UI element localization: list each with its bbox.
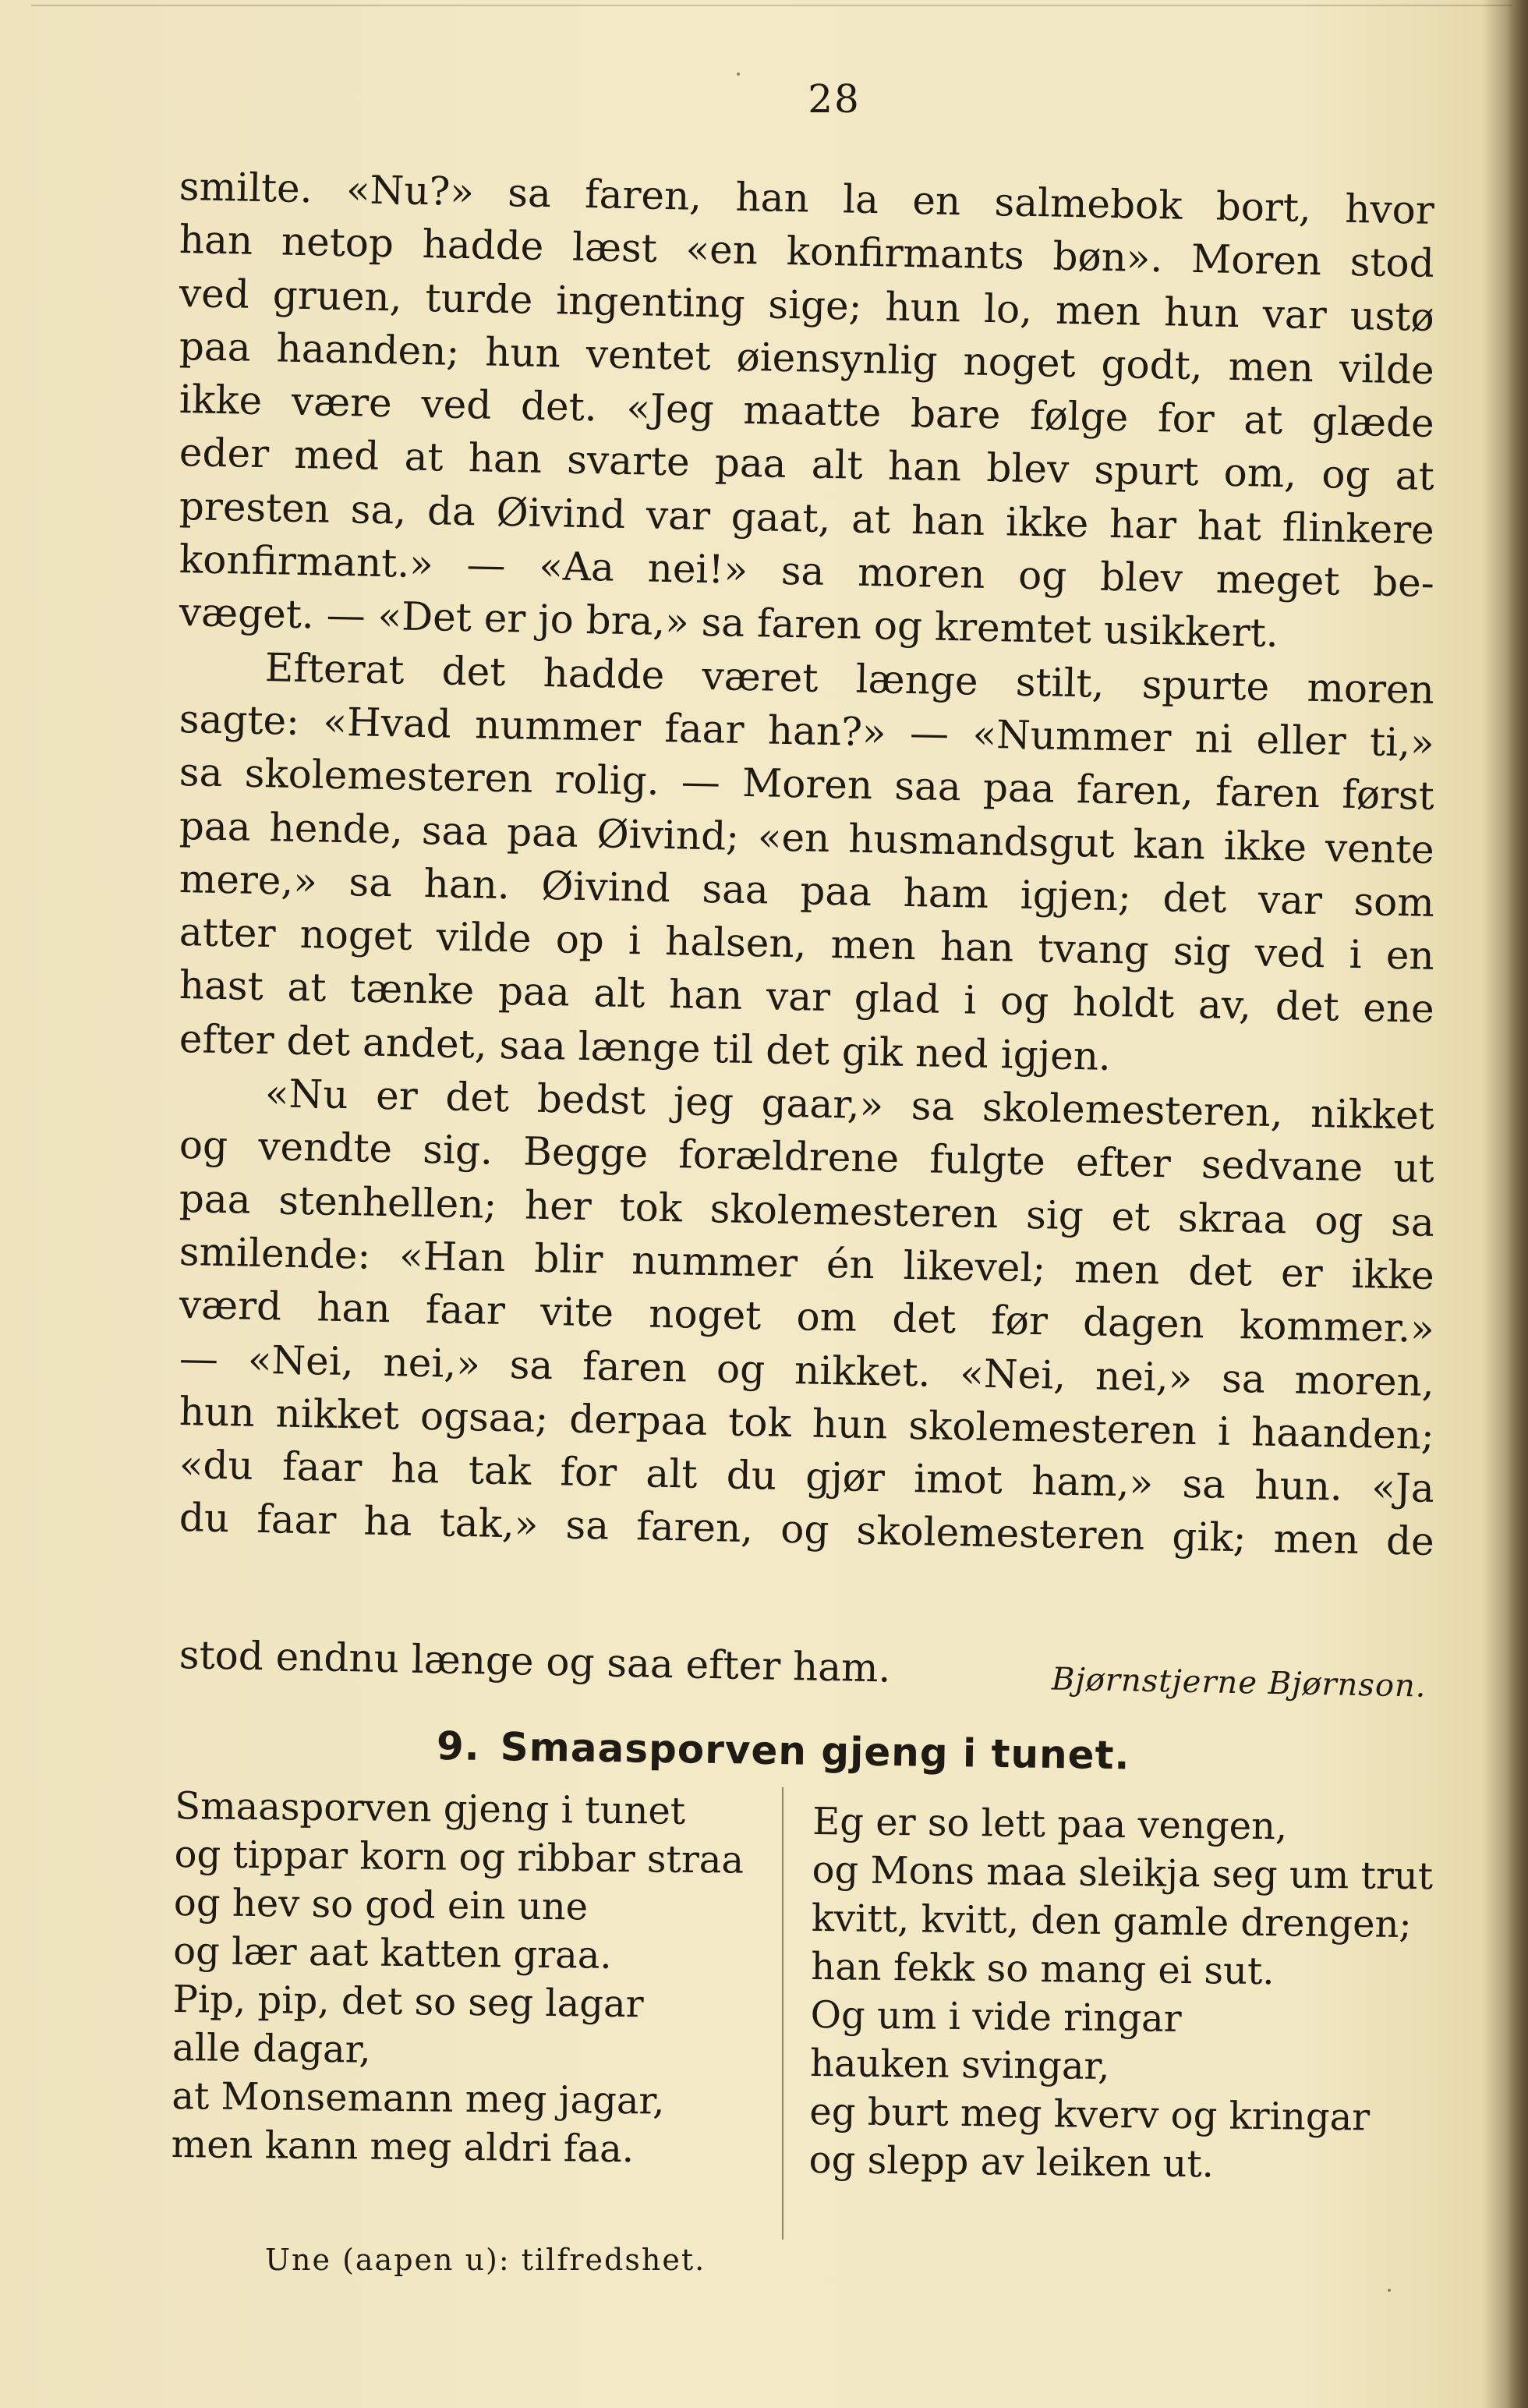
prose-line: ved gruen, turde ingenting sige; hun lo, men hun var ustø [179, 270, 1435, 340]
prose-line: konfirmant.» — «Aa nei!» sa moren og blev meget be- [179, 536, 1435, 606]
footnote: Une (aapen u): tilfredshet. [265, 2243, 706, 2277]
prose-line: og vendte sig. Begge forældrene fulgte efter sedvane ut [179, 1122, 1435, 1192]
poem-title: Smaasporven gjeng i tunet. [500, 1724, 1130, 1779]
prose-line: — «Nei, nei,» sa faren og nikket. «Nei, nei,» sa moren, [179, 1335, 1435, 1405]
prose-line: eder med at han svarte paa alt han blev spurt om, og at [179, 430, 1435, 500]
poem-line: kvitt, kvitt, den gamle drengen; [811, 1896, 1412, 1947]
prose-line: mere,» sa han. Øivind saa paa ham igjen; det var som [179, 855, 1435, 926]
poem-line: og lær aat katten graa. [173, 1929, 612, 1978]
paper-speck [737, 73, 740, 76]
prose-line: du faar ha tak,» sa faren, og skolemesteren gik; men de [179, 1495, 1435, 1565]
poem-line: og hev so god ein une [173, 1881, 589, 1929]
prose-line: sagte: «Hvad nummer faar han?» — «Nummer ni eller ti,» [179, 696, 1435, 766]
poem-line: eg burt meg kverv og kringar [809, 2089, 1371, 2140]
top-edge-line [31, 5, 1512, 6]
poem-line: at Monsemann meg jagar, [172, 2073, 665, 2123]
prose-line: værd han faar vite noget om det før dagen kommer.» [179, 1282, 1435, 1352]
poem-line: Eg er so lett paa vengen, [812, 1800, 1288, 1849]
closing-line [179, 1628, 1434, 1705]
author-signature: Bjørnstjerne Bjørnson. [1051, 1661, 1427, 1705]
poem-line: han fekk so mang ei sut. [811, 1945, 1275, 1994]
prose-line: paa stenhellen; her tok skolemesteren sig et skraa og sa [179, 1175, 1435, 1245]
prose-line: paa hende, saa paa Øivind; «en husmandsgut kan ikke vente [179, 802, 1435, 873]
prose-line: sa skolemesteren rolig. — Moren saa paa faren, faren først [179, 749, 1435, 820]
prose-line: væget. — «Det er jo bra,» sa faren og kremtet usikkert. [179, 590, 1279, 657]
poem-line: alle dagar, [172, 2025, 371, 2072]
page-number: 28 [808, 76, 861, 122]
paper-speck [1388, 2289, 1391, 2292]
prose-line: han netop hadde læst «en konfirmants bøn». Moren stod [179, 217, 1435, 287]
prose-line: «Nu er det bedst jeg gaar,» sa skolemesteren, nikket [264, 1071, 1435, 1138]
prose-line: smilte. «Nu?» sa faren, han la en salmebok bort, hvor [179, 164, 1435, 233]
prose-line: paa haanden; hun ventet øiensynlig noget godt, men vilde [179, 323, 1435, 393]
page-edge-shadow [1506, 0, 1528, 2408]
poem-line: og slepp av leiken ut. [808, 2137, 1215, 2187]
poem-line: og Mons maa sleikja seg um trut [812, 1848, 1434, 1899]
poem-number: 9. [436, 1723, 481, 1769]
poem-line: og tippar korn og ribbar straa [174, 1833, 745, 1882]
poem-heading [437, 1723, 1139, 1779]
closing-text: stod endnu længe og saa efter ham. [179, 1632, 891, 1691]
prose-line: presten sa, da Øivind var gaat, at han ikke har hat flinkere [179, 483, 1435, 553]
prose-line: «du faar ha tak for alt du gjør imot ham,» sa hun. «Ja [179, 1442, 1435, 1512]
prose-line: smilende: «Han blir nummer én likevel; men det er ikke [179, 1228, 1435, 1298]
prose-line: Efterat det hadde været længe stilt, spurte moren [264, 644, 1435, 713]
poem-stanza-right [808, 1797, 1434, 2190]
poem-line: men kann meg aldri faa. [171, 2122, 635, 2172]
column-divider [782, 1787, 783, 2240]
poem-line: hauken svingar, [809, 2041, 1110, 2089]
poem-line: Og um i vide ringar [810, 1992, 1182, 2041]
prose-line: efter det andet, saa længe til det gik ned igjen. [179, 1015, 1112, 1079]
poem-line: Pip, pip, det so seg lagar [172, 1977, 644, 2027]
prose-block [179, 160, 1435, 1565]
poem-stanza-left [171, 1782, 775, 2175]
prose-line: hast at tænke paa alt han var glad i og holdt av, det ene [179, 962, 1435, 1032]
prose-line: ikke være ved det. «Jeg maatte bare følge for at glæde [179, 377, 1435, 447]
prose-line: atter noget vilde op i halsen, men han tvang sig ved i en [179, 909, 1435, 979]
poem-line: Smaasporven gjeng i tunet [174, 1784, 686, 1833]
prose-line: hun nikket ogsaa; derpaa tok hun skolemesteren i haanden; [179, 1388, 1435, 1458]
